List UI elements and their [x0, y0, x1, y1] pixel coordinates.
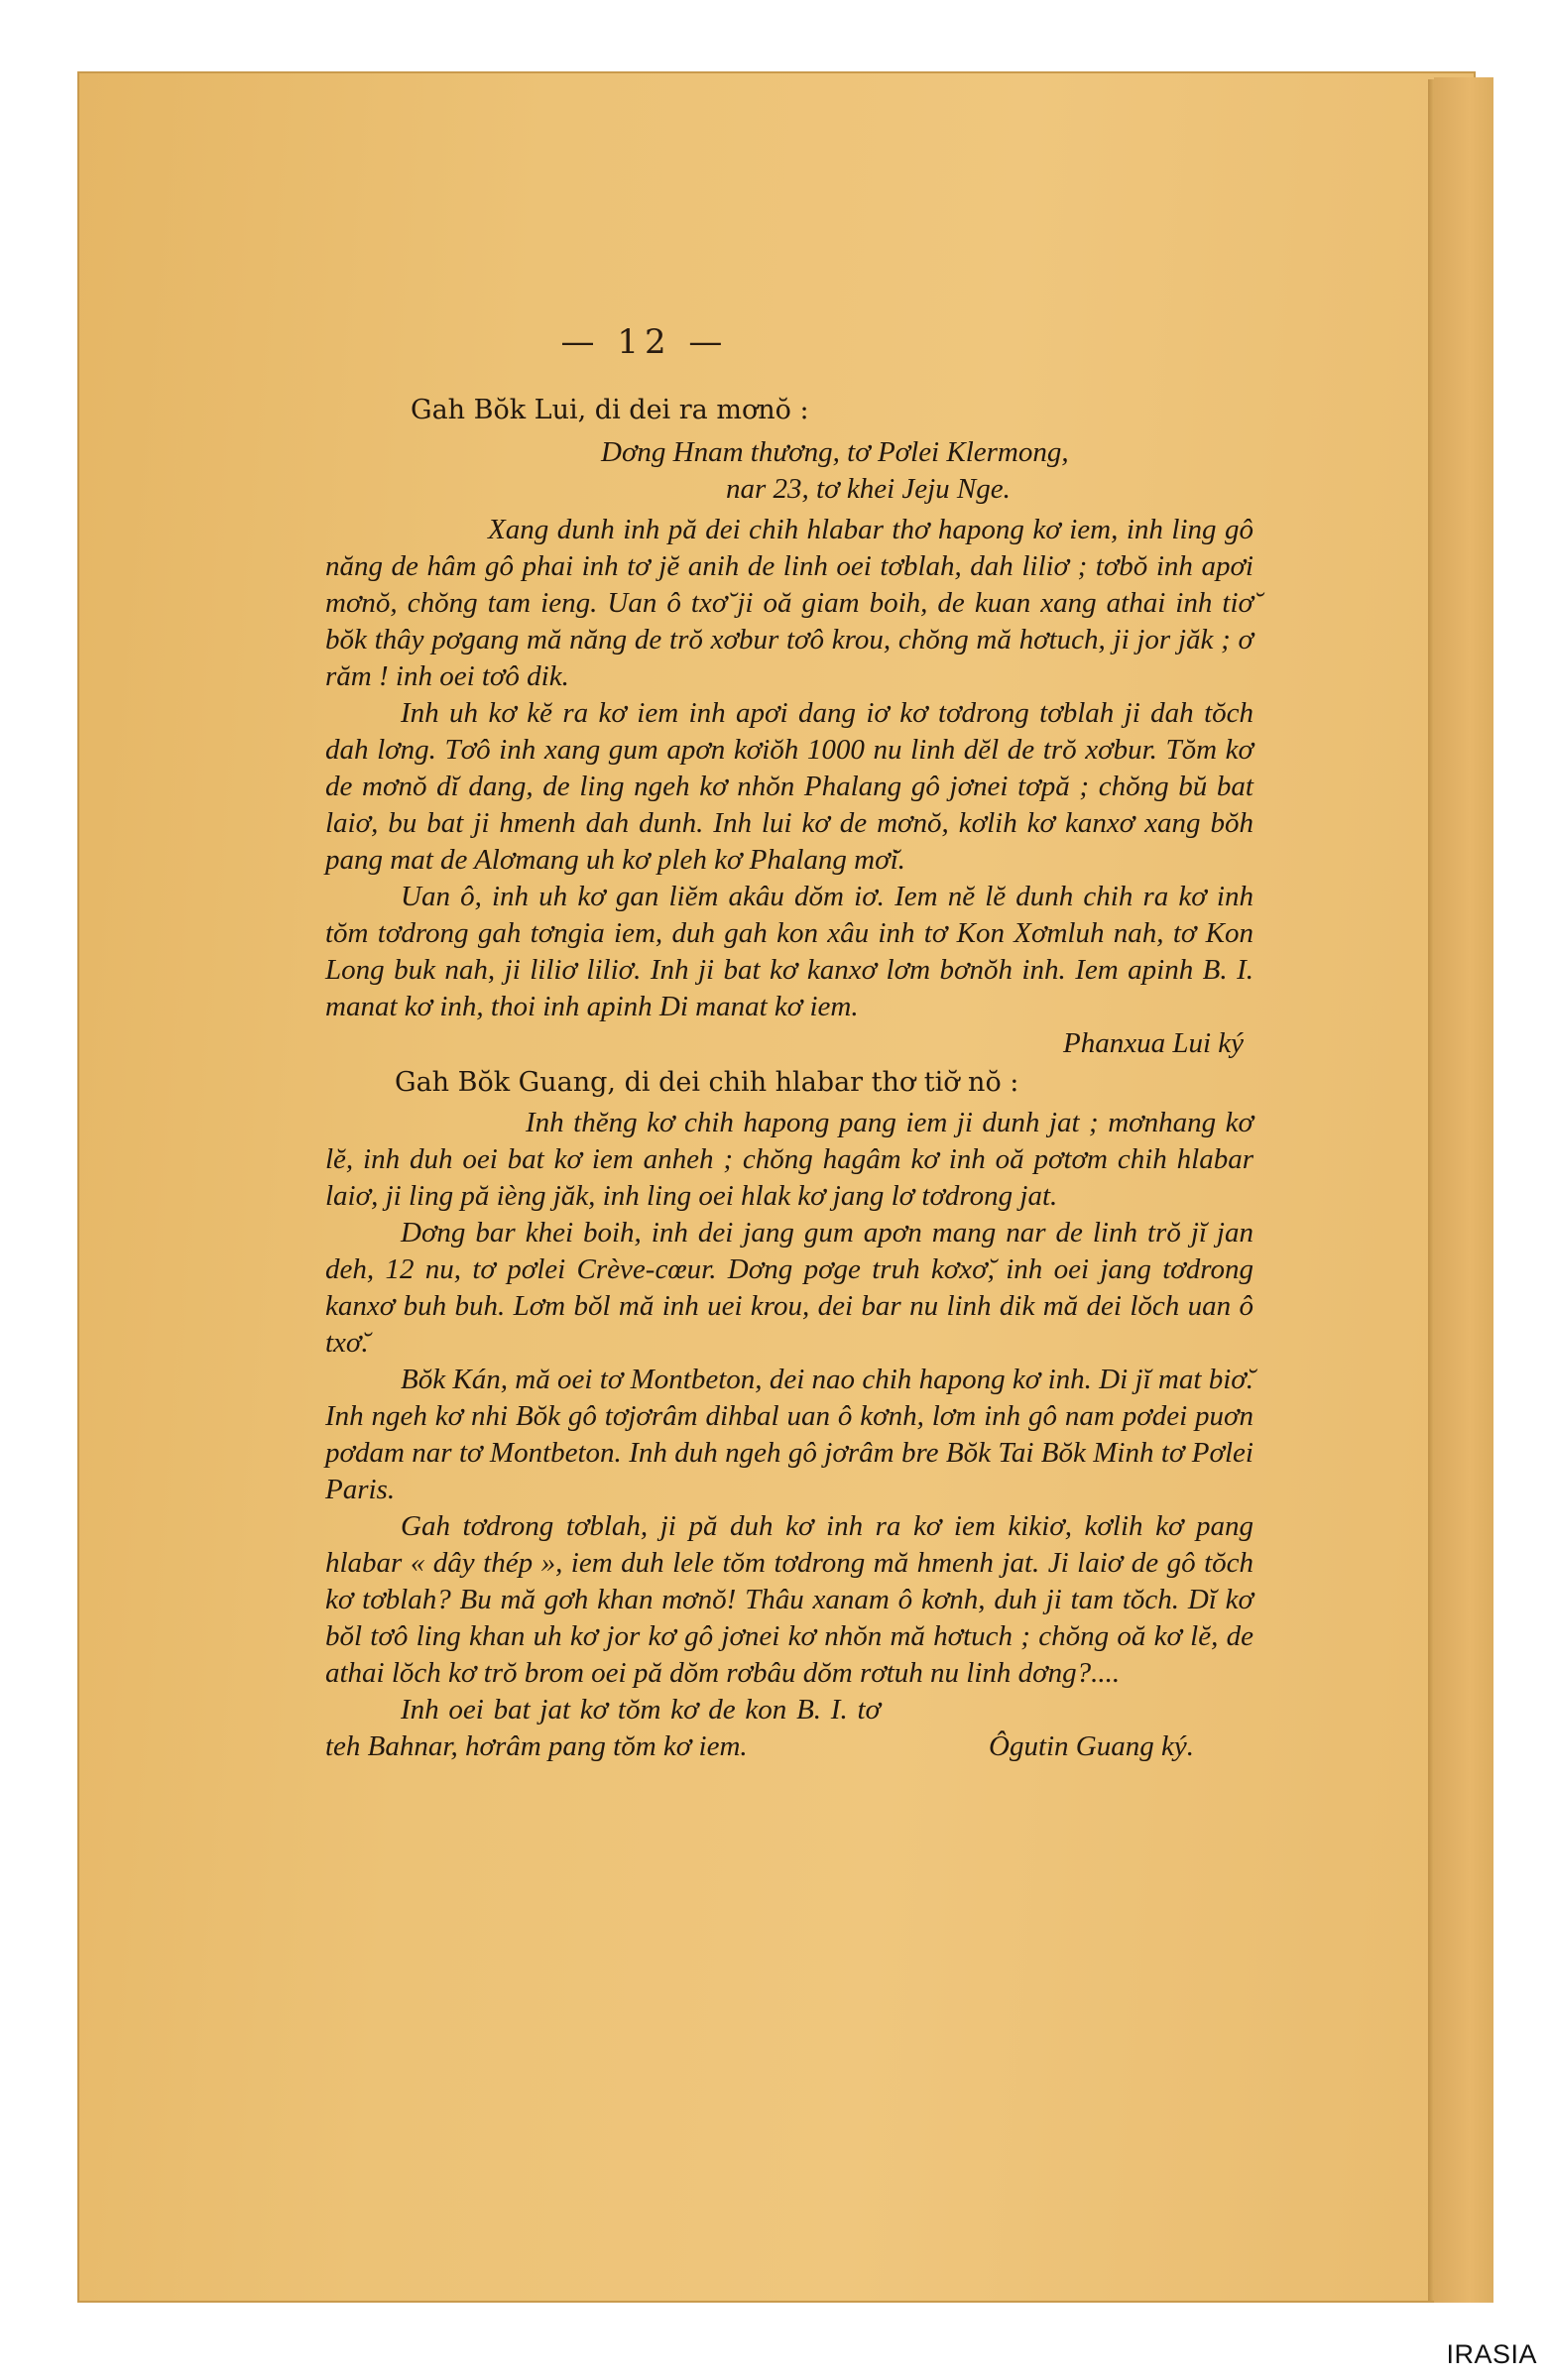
letter2-paragraph: Dơng bar khei boih, inh dei jang gum apơn mang nar de linh trŏ jĭ jan deh, 12 nu, tơ pơlei Crève-cœur. Dơng pơge truh kơxơ̆, inh oei jang tơdrong kanxơ buh buh. Lơm bŏl mă inh uei krou, dei bar nu linh dik mă dei lŏch uan ô txơ̆.: [325, 1217, 1253, 1359]
letter2-paragraph: Bŏk Kán, mă oei tơ Montbeton, dei nao chih hapong kơ inh. Di jĭ mat biơ̆. Inh ngeh kơ nhi Bŏk gô tơjơrâm dihbal uan ô kơnh, lơm inh gô nam pơdei puơn pơdam nar tơ Montbeton. Inh duh ngeh gô jơrâm bre Bŏk Tai Bŏk Minh tơ Pơlei Paris.: [325, 1364, 1253, 1505]
letter1-paragraph: Xang dunh inh pă dei chih hlabar thơ hapong kơ iem, inh ling gô năng de hâm gô phai inh tơ jĕ anih de linh oei tơblah, dah liliơ ; tơbŏ inh apơi mơnŏ, chŏng tam ieng. Uan ô txơ̆ ji oă giam boih, de kuan xang athai inh tiơ̆ bŏk thây pơgang mă năng de trŏ xơbur tơô krou, chŏng mă hơtuch, ji jor jăk ; ơ răm ! inh oei tơô dik.: [325, 514, 1253, 692]
letter1-signature: Phanxua Lui ký: [1062, 1027, 1244, 1059]
letter1-address-line1: Dơng Hnam thương, tơ Pơlei Klermong,: [601, 436, 1069, 468]
letter1-paragraph: Uan ô, inh uh kơ gan liĕm akâu dŏm iơ. Iem nĕ lĕ dunh chih ra kơ inh tŏm tơdrong gah tơngia iem, duh gah kon xâu inh tơ Kon Xơmluh nah, tơ Kon Long buk nah, ji liliơ liliơ. Inh ji bat kơ kanxơ lơm bơnŏh inh. Iem apinh B. I. manat kơ inh, thoi inh apinh Di manat kơ iem.: [325, 881, 1253, 1022]
letter2-paragraph: Gah tơdrong tơblah, ji pă duh kơ inh ra kơ iem kikiơ, kơlih kơ pang hlabar « dây thép », iem duh lele tŏm tơdrong mă hmenh jat. Ji laiơ de gô tŏch kơ tơblah? Bu mă gơh khan mơnŏ! Thâu xanam ô kơnh, duh ji tam tŏch. Dĭ kơ bŏl tơô ling khan uh kơ jor kơ gô jơnei kơ nhŏn mă hơtuch ; chŏng oă kơ lĕ, de athai lŏch kơ trŏ brom oei pă dŏm rơbâu dŏm rơtuh nu linh dơng?....: [325, 1510, 1253, 1689]
letter2-heading: Gah Bŏk Guang, di dei chih hlabar thơ tiơ̆ nŏ :: [395, 1067, 1019, 1098]
letter2-paragraph: Inh thĕng kơ chih hapong pang iem ji dunh jat ; mơnhang kơ lĕ, inh duh oei bat kơ iem anheh ; chŏng hagâm kơ inh oă pơtơm chih hlabar laiơ, ji ling pă ièng jăk, inh ling oei hlak kơ jang lơ tơdrong jat.: [325, 1107, 1253, 1212]
letter-text: [325, 392, 1253, 1765]
letter2-closing: Inh oei bat jat kơ tŏm kơ de kon B. I. tơ teh Bahnar, hơrâm pang tŏm kơ iem.: [325, 1694, 881, 1762]
facing-page-edge: [1434, 77, 1493, 2303]
letter1-heading: Gah Bŏk Lui, di dei ra mơnŏ :: [411, 395, 809, 425]
archive-watermark: IRASIA: [1446, 2339, 1537, 2369]
letter2-signature: Ôgutin Guang ký.: [989, 1730, 1194, 1762]
letter2-closing-row: [325, 1692, 1253, 1765]
letter1-address-line2: nar 23, tơ khei Jeju Nge.: [726, 473, 1011, 505]
page-number: — 12 —: [560, 322, 729, 362]
letter1-paragraph: Inh uh kơ kĕ ra kơ iem inh apơi dang iơ kơ tơdrong tơblah ji dah tŏch dah lơng. Tơô inh xang gum apơn kơiŏh 1000 nu linh dĕl de trŏ xơbur. Tŏm kơ de mơnŏ dĭ dang, de ling ngeh kơ nhŏn Phalang gô jơnei tơpă ; chŏng bŭ bat laiơ, bu bat ji hmenh dah dunh. Inh lui kơ de mơnŏ, kơlih kơ kanxơ xang bŏh pang mat de Alơmang uh kơ pleh kơ Phalang mơ̆i.: [325, 697, 1253, 876]
